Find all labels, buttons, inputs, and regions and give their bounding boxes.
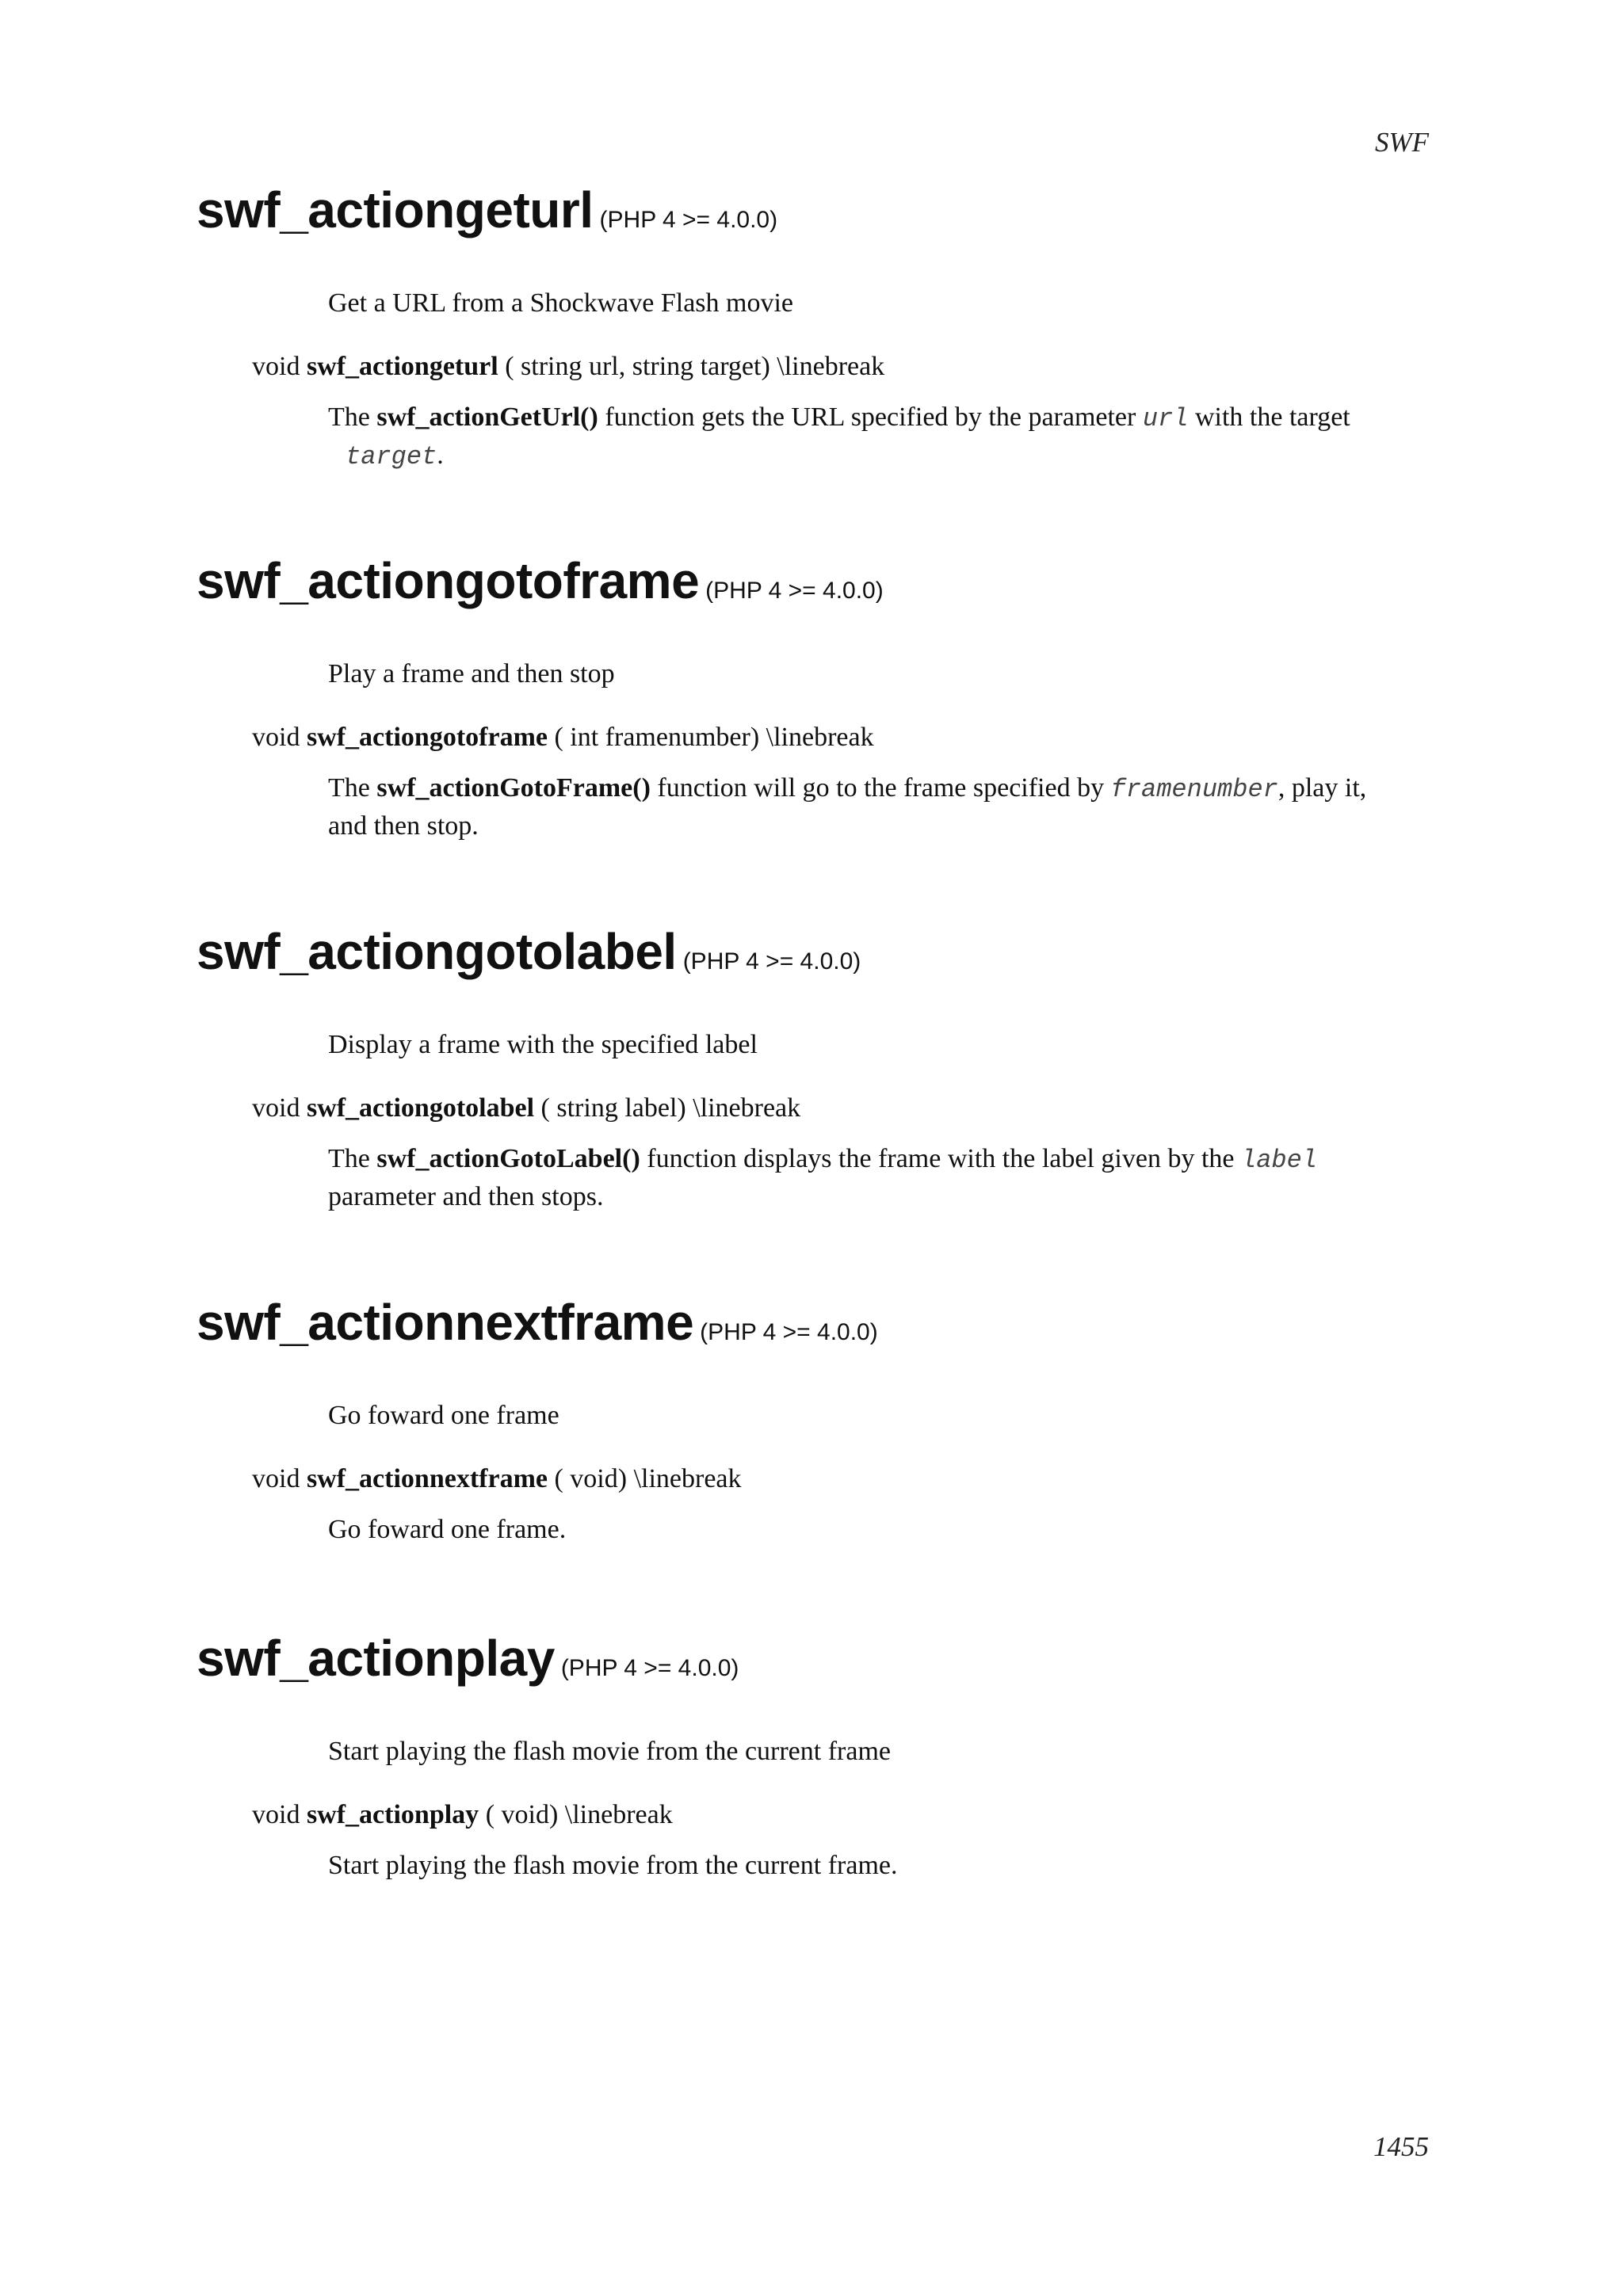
- synopsis-function-name: swf_actiongotoframe: [306, 723, 548, 752]
- parameter-name: framenumber: [1110, 775, 1278, 804]
- function-name: swf_actiongotoframe: [197, 552, 700, 609]
- function-heading: [197, 922, 861, 981]
- return-type: void: [252, 723, 300, 752]
- function-heading: [197, 181, 777, 239]
- desc-function-name: swf_actionGotoLabel(): [376, 1144, 640, 1173]
- function-name: swf_actiongotolabel: [197, 923, 677, 980]
- function-description: [328, 770, 1406, 845]
- function-synopsis: [252, 1800, 673, 1830]
- function-name: swf_actiongeturl: [197, 181, 594, 238]
- function-purpose: Display a frame with the specified label: [328, 1030, 758, 1059]
- synopsis-args: ( void) \linebreak: [479, 1800, 673, 1829]
- synopsis-args: ( void) \linebreak: [547, 1464, 742, 1493]
- desc-text: function will go to the frame specified by: [650, 773, 1111, 803]
- function-purpose: Go foward one frame: [328, 1401, 559, 1430]
- desc-text: The: [328, 402, 377, 432]
- function-description: [328, 399, 1406, 475]
- php-version: (PHP 4 >= 4.0.0): [599, 207, 778, 233]
- function-name: swf_actionplay: [197, 1630, 555, 1687]
- function-purpose: Play a frame and then stop: [328, 659, 615, 688]
- synopsis-function-name: swf_actiongeturl: [306, 352, 498, 381]
- php-version: (PHP 4 >= 4.0.0): [682, 948, 861, 974]
- synopsis-args: ( int framenumber) \linebreak: [547, 723, 874, 752]
- php-version: (PHP 4 >= 4.0.0): [560, 1655, 739, 1681]
- function-synopsis: [252, 723, 874, 753]
- return-type: void: [252, 352, 300, 381]
- function-heading: [197, 551, 884, 610]
- desc-text: .: [437, 441, 444, 470]
- function-purpose: Start playing the flash movie from the current frame: [328, 1737, 891, 1766]
- desc-text: The: [328, 773, 377, 803]
- function-name: swf_actionnextframe: [197, 1294, 694, 1351]
- function-description: [328, 1141, 1406, 1215]
- function-description: Start playing the flash movie from the current frame.: [328, 1851, 898, 1880]
- parameter-name: label: [1240, 1146, 1317, 1175]
- desc-function-name: swf_actionGetUrl(): [376, 402, 598, 432]
- synopsis-args: ( string label) \linebreak: [534, 1093, 801, 1123]
- return-type: void: [252, 1464, 300, 1493]
- parameter-name: url: [1142, 404, 1189, 433]
- function-synopsis: [252, 352, 884, 382]
- function-heading: [197, 1629, 739, 1688]
- synopsis-function-name: swf_actionplay: [306, 1800, 479, 1829]
- function-purpose: Get a URL from a Shockwave Flash movie: [328, 288, 793, 318]
- php-version: (PHP 4 >= 4.0.0): [700, 1319, 878, 1345]
- desc-text: function gets the URL specified by the parameter: [598, 402, 1143, 432]
- desc-text: with the target: [1188, 402, 1350, 432]
- desc-text: The: [328, 1144, 377, 1173]
- function-description: Go foward one frame.: [328, 1515, 567, 1544]
- synopsis-function-name: swf_actiongotolabel: [306, 1093, 535, 1123]
- running-header: SWF: [1374, 127, 1429, 158]
- desc-text: parameter and then stops.: [328, 1182, 604, 1211]
- parameter-name: target: [346, 442, 437, 471]
- desc-text: function displays the frame with the label given by the: [640, 1144, 1241, 1173]
- return-type: void: [252, 1093, 300, 1123]
- desc-text: , play it, and then stop.: [328, 773, 1367, 841]
- function-synopsis: [252, 1093, 800, 1123]
- function-synopsis: [252, 1464, 742, 1494]
- synopsis-args: ( string url, string target) \linebreak: [498, 352, 885, 381]
- php-version: (PHP 4 >= 4.0.0): [705, 578, 884, 604]
- synopsis-function-name: swf_actionnextframe: [306, 1464, 548, 1493]
- desc-function-name: swf_actionGotoFrame(): [376, 773, 651, 803]
- page-number: 1455: [1373, 2131, 1429, 2162]
- function-heading: [197, 1293, 878, 1352]
- return-type: void: [252, 1800, 300, 1829]
